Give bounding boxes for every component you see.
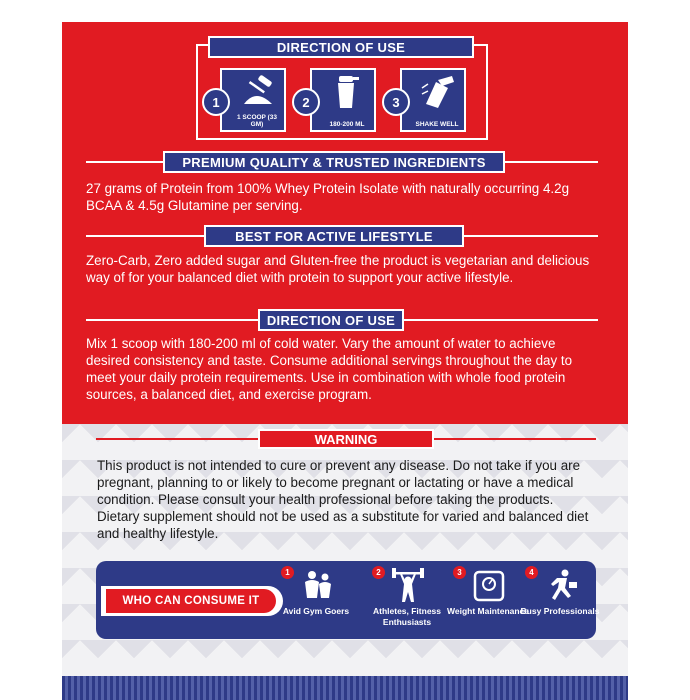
consumer-number: 4 [525,566,538,579]
shake-hand-icon [418,74,458,110]
direction-text-title: DIRECTION OF USE [266,312,396,328]
consumer-label: Weight Maintenance [446,606,530,616]
step-1 [212,68,286,132]
consumer-label: Athletes, Fitness Enthusiasts [372,606,442,627]
step-number: 3 [382,88,410,116]
step-3 [392,68,466,132]
running-professional-icon [543,568,579,604]
direction-text: Mix 1 scoop with 180-200 ml of cold water. Vary the amount of water to achieve desired consistency and taste. Consume additional servings throughout the day to meet your daily protein requirements. Use in combination with whole food protein sources, a balanced diet, and exercise program. [86,336,573,402]
premium-title: PREMIUM QUALITY & TRUSTED INGREDIENTS [182,154,486,170]
step-number: 2 [292,88,320,116]
scale-icon [471,568,507,604]
direction-of-use-banner [208,36,474,58]
consumer-number: 1 [281,566,294,579]
consumer-athletes [372,566,442,634]
premium-text: 27 grams of Protein from 100% Whey Protein Isolate with naturally occurring 4.2g BCAA & 4.5g Glutamine per serving. [86,181,570,213]
lifestyle-title: BEST FOR ACTIVE LIFESTYLE [235,228,433,244]
weightlifter-icon [390,568,426,604]
premium-banner [163,151,505,173]
step-caption: 1 SCOOP (33 GM) [237,114,277,128]
who-can-consume-title: WHO CAN CONSUME IT [106,589,276,613]
scoop-icon [238,74,278,110]
shaker-icon [328,74,368,110]
step-2 [302,68,376,132]
warning-title: WARNING [314,431,378,447]
gym-goer-icon [299,568,335,604]
lifestyle-banner [204,225,464,247]
consumer-number: 2 [372,566,385,579]
consumer-weight-maintenance [446,566,530,634]
consumer-label: Avid Gym Goers [282,606,350,616]
consumer-label: Busy Professionals [520,606,600,616]
direction-of-use-title: DIRECTION OF USE [276,39,406,55]
step-number: 1 [202,88,230,116]
step-caption: 180-200 ML [329,121,365,128]
bottom-stripe [62,676,628,700]
step-caption: SHAKE WELL [415,121,459,128]
lifestyle-text: Zero-Carb, Zero added sugar and Gluten-free the product is vegetarian and delicious way of for your balanced diet with protein to support your active lifestyle. [86,253,590,285]
direction-text-banner [258,309,404,331]
consumer-number: 3 [453,566,466,579]
warning-text: This product is not intended to cure or prevent any disease. Do not take if you are pregnant, planning to or likely to become pregnant or lactating or have a medical condition. Please consult your health professional before taking the products. Dietary supplement should not be used as a substitute for varied and balanced diet and healthy lifestyle. [97,458,589,541]
consumer-busy-professionals [520,566,600,634]
consumer-gym-goers [281,566,351,634]
warning-banner [258,429,434,449]
